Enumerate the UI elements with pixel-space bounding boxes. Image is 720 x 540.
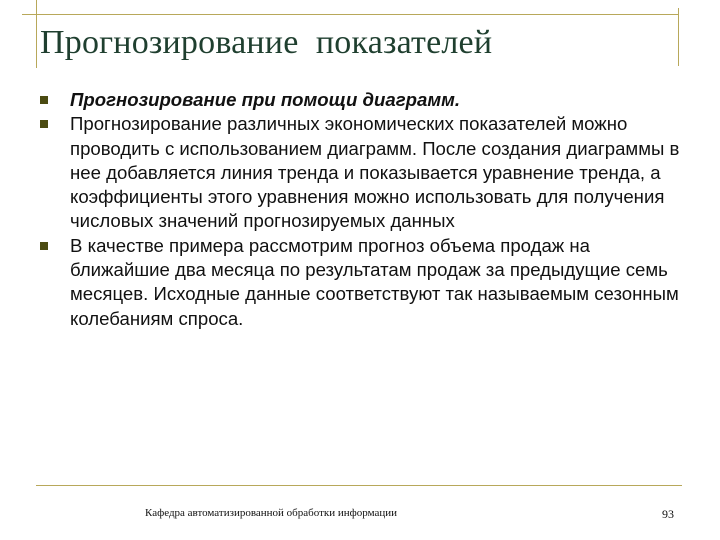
bullet-item: [40, 88, 680, 112]
bullet-item: [40, 112, 680, 233]
page-number: 93: [662, 507, 674, 521]
top-right-vertical-rule: [678, 8, 679, 66]
bullet-text: В качестве примера рассмотрим прогноз объема продаж на ближайшие два месяца по результатам продаж за предыдущие семь месяцев. Исходные данные соответствуют так называемым сезонным колебаниям спроса.: [70, 234, 679, 329]
bullet-list: [40, 88, 680, 331]
footer-text: Кафедра автоматизированной обработки информации: [145, 507, 398, 519]
slide-title: Прогнозирование показателей: [40, 24, 493, 61]
square-bullet-icon: [40, 96, 48, 104]
footer-rule: [36, 485, 682, 486]
top-horizontal-rule: [22, 14, 678, 15]
square-bullet-icon: [40, 242, 48, 250]
top-left-vertical-rule: [36, 0, 37, 68]
bullet-text: Прогнозирование различных экономических показателей можно проводить с использованием диаграмм. После создания диаграммы в нее добавляется линия тренда и показывается уравнение тренда, а коэффициенты этого уравнения можно использовать для получения числовых значений прогнозируемых данных: [70, 113, 680, 232]
square-bullet-icon: [40, 120, 48, 128]
bullet-text: Прогнозирование при помощи диаграмм.: [70, 89, 461, 110]
bullet-item: [40, 234, 680, 331]
